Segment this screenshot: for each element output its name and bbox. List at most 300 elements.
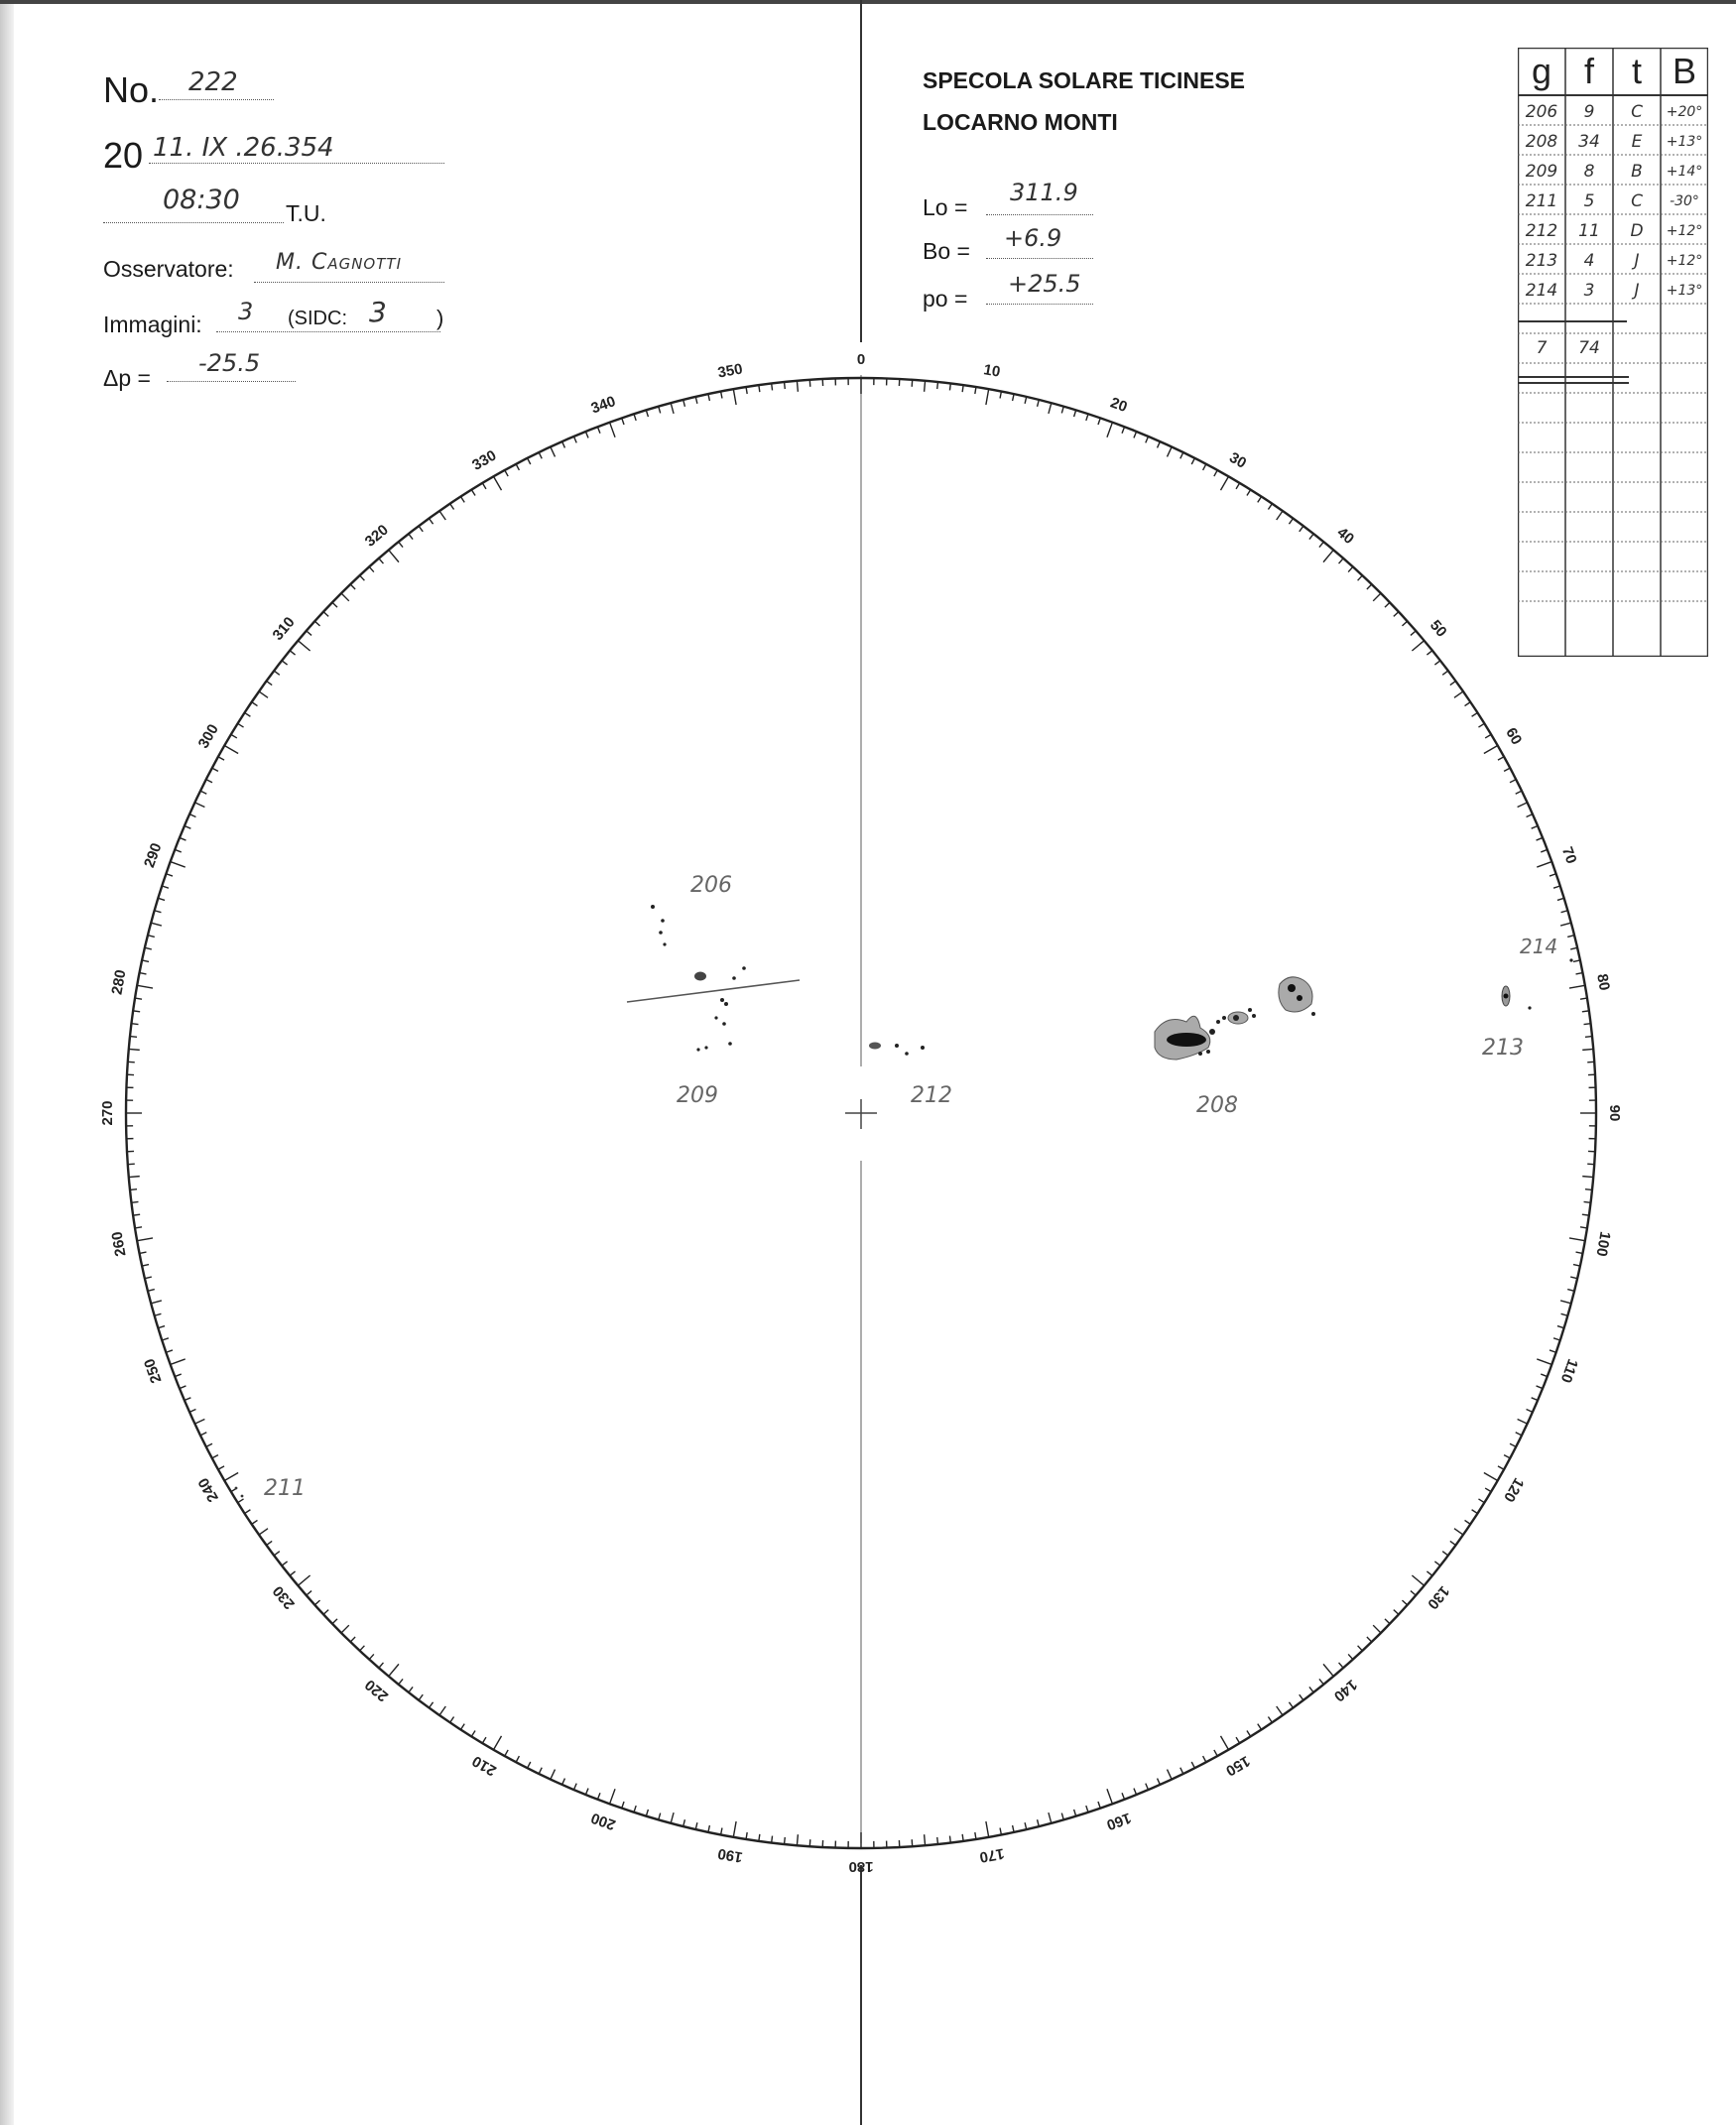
angle-tick <box>1569 985 1585 988</box>
angle-tick <box>200 1433 206 1436</box>
angle-tick <box>180 837 186 840</box>
angle-tick <box>1098 1802 1100 1809</box>
angle-tick <box>733 389 736 405</box>
angle-tick <box>200 791 206 794</box>
angle-tick <box>785 1837 786 1844</box>
angle-tick <box>1277 1706 1283 1715</box>
sunspot-dot <box>905 1052 909 1056</box>
angle-tick <box>1434 1562 1440 1565</box>
angle-tick <box>925 1834 926 1845</box>
sunspot-dot <box>724 1002 728 1006</box>
angle-tick <box>1358 575 1363 580</box>
sunspot-dot <box>1233 1015 1239 1021</box>
angle-tick <box>1450 681 1456 685</box>
angle-tick <box>1289 1702 1293 1708</box>
angle-tick <box>949 384 950 391</box>
angle-tick <box>224 746 238 754</box>
angle-label: 250 <box>141 1356 166 1386</box>
group-label-209: 209 <box>677 1083 718 1108</box>
angle-tick <box>1025 1822 1027 1829</box>
angle-tick <box>1394 612 1399 617</box>
sunspots-212 <box>869 1043 925 1056</box>
angle-tick <box>1537 862 1551 867</box>
sunspot-dot <box>728 1042 732 1046</box>
angle-tick <box>1516 1433 1522 1436</box>
angle-tick <box>505 470 508 476</box>
angle-tick <box>133 1011 140 1012</box>
angle-tick <box>962 1834 963 1841</box>
angle-tick <box>1221 476 1229 490</box>
angle-tick <box>1532 825 1538 828</box>
angle-tick <box>585 432 588 438</box>
angle-tick <box>429 1702 433 1708</box>
angle-tick <box>494 1736 502 1750</box>
angle-tick <box>1454 691 1463 697</box>
angle-tick <box>1570 1277 1577 1279</box>
angle-tick <box>142 960 149 961</box>
angle-tick <box>369 566 374 571</box>
angle-label: 120 <box>1500 1474 1528 1505</box>
angle-tick <box>1236 483 1240 489</box>
table-cell: 214 <box>1525 281 1558 301</box>
table-cell: 9 <box>1583 102 1595 122</box>
sunspot-dot <box>1206 1050 1210 1054</box>
table-cell: D <box>1630 221 1644 241</box>
angle-tick <box>1472 712 1478 716</box>
angle-tick <box>1214 470 1217 476</box>
angle-label: 330 <box>469 446 500 474</box>
angle-tick <box>772 1836 773 1843</box>
angle-tick <box>419 1694 423 1700</box>
sunspot-dot <box>732 976 736 980</box>
angle-tick <box>1498 757 1504 760</box>
angle-tick <box>1367 584 1372 589</box>
angle-tick <box>1442 671 1448 675</box>
angle-tick <box>1561 1313 1568 1315</box>
angle-tick <box>610 423 615 438</box>
angle-tick <box>1582 1214 1589 1215</box>
angle-tick <box>1289 519 1293 525</box>
angle-tick <box>1484 746 1498 754</box>
angle-tick <box>721 392 722 399</box>
angle-tick <box>471 1730 475 1736</box>
angle-tick <box>1582 1011 1589 1012</box>
angle-tick <box>158 1326 165 1328</box>
angle-tick <box>471 490 475 496</box>
angle-tick <box>389 550 399 562</box>
angle-tick <box>1498 1466 1504 1469</box>
angle-tick <box>1180 1768 1183 1774</box>
angle-tick <box>1411 631 1416 636</box>
table-header-g: g <box>1531 51 1552 91</box>
sunspot-penumbra <box>1279 977 1312 1012</box>
angle-tick <box>332 602 337 607</box>
angle-tick <box>1394 1610 1399 1615</box>
p0-value: +25.5 <box>1008 270 1081 298</box>
angle-tick <box>1134 432 1137 438</box>
angle-tick <box>290 651 295 655</box>
angle-tick <box>1560 1301 1571 1304</box>
table-cell: 209 <box>1525 162 1558 182</box>
angle-tick <box>206 780 212 783</box>
sunspot-dot <box>1528 1006 1531 1009</box>
angle-tick <box>1510 780 1516 783</box>
angle-label: 240 <box>194 1474 222 1505</box>
angle-tick <box>1553 886 1560 888</box>
angle-tick <box>290 1571 295 1575</box>
sunspot-dot <box>241 1495 244 1498</box>
images-value: 3 <box>238 298 254 325</box>
angle-tick <box>274 671 280 675</box>
angle-tick <box>1454 1529 1463 1535</box>
angle-label: 280 <box>108 968 130 996</box>
angle-tick <box>482 483 486 489</box>
angle-tick <box>1309 1687 1313 1692</box>
angle-tick <box>1049 403 1052 414</box>
angle-tick <box>274 1552 280 1556</box>
angle-tick <box>132 1201 139 1202</box>
angle-tick <box>597 427 600 434</box>
angle-tick <box>1426 651 1431 655</box>
angle-tick <box>1339 559 1344 563</box>
angle-tick <box>341 1625 349 1633</box>
angle-tick <box>1485 734 1491 738</box>
angle-label: 90 <box>1606 1104 1624 1122</box>
angle-tick <box>231 734 237 738</box>
angle-tick <box>646 410 648 417</box>
angle-tick <box>137 985 153 988</box>
angle-tick <box>1537 837 1543 840</box>
angle-tick <box>585 1789 588 1795</box>
angle-label: 100 <box>1592 1230 1614 1258</box>
angle-tick <box>1323 550 1333 562</box>
angle-tick <box>1385 1619 1390 1624</box>
angle-tick <box>175 849 182 852</box>
angle-tick <box>171 862 186 867</box>
angle-tick <box>194 803 204 808</box>
angle-tick <box>1485 1488 1491 1492</box>
angle-tick <box>1061 407 1063 414</box>
l0-label: Lo = <box>923 194 968 220</box>
angle-tick <box>166 874 173 876</box>
angle-tick <box>148 1290 155 1292</box>
angle-tick <box>759 385 760 392</box>
angle-tick <box>1247 1730 1251 1736</box>
angle-tick <box>1561 911 1568 913</box>
angle-tick <box>1537 1359 1551 1364</box>
year-prefix: 20 <box>103 135 144 176</box>
angle-tick <box>1472 1510 1478 1514</box>
angle-label: 160 <box>1104 1809 1134 1833</box>
angle-tick <box>1122 427 1125 434</box>
table-cell: E <box>1631 132 1643 152</box>
angle-tick <box>695 397 697 404</box>
angle-tick <box>1300 526 1303 532</box>
angle-tick <box>1567 936 1574 938</box>
angle-tick <box>129 1049 140 1050</box>
angle-tick <box>360 1646 365 1651</box>
angle-label: 300 <box>194 721 222 752</box>
images-label: Immagini: <box>103 312 202 337</box>
angle-tick <box>1582 1177 1593 1178</box>
table-header-b: B <box>1672 51 1696 91</box>
date-value: 11. IX .26.354 <box>153 133 334 163</box>
angle-tick <box>1086 1806 1088 1812</box>
angle-tick <box>597 1793 600 1800</box>
angle-tick <box>1025 397 1027 404</box>
angle-tick <box>145 947 152 949</box>
sunspot-dot <box>235 1487 238 1490</box>
angle-tick <box>194 1420 204 1425</box>
sunspot-dot <box>663 942 666 945</box>
angle-tick <box>1061 1813 1063 1820</box>
angle-tick <box>1573 960 1580 961</box>
observer-value: M. Cagnotti <box>276 250 402 275</box>
angle-tick <box>1442 1552 1448 1556</box>
angle-tick <box>245 712 251 716</box>
angle-tick <box>140 1252 147 1253</box>
angle-label: 200 <box>588 1809 618 1833</box>
angle-tick <box>1107 423 1112 438</box>
angle-tick <box>1582 1049 1593 1050</box>
angle-tick <box>155 1313 162 1315</box>
angle-tick <box>212 1455 218 1458</box>
table-header-f: f <box>1583 51 1594 91</box>
angle-tick <box>1268 504 1272 510</box>
angle-tick <box>1550 1350 1556 1352</box>
angle-tick <box>218 1466 224 1469</box>
angle-tick <box>252 702 258 706</box>
angle-tick <box>1168 1770 1173 1780</box>
table-total-cell: 74 <box>1578 338 1600 358</box>
angle-tick <box>1585 1037 1592 1038</box>
angle-tick <box>1098 418 1100 425</box>
angle-tick <box>1541 1374 1548 1377</box>
angle-tick <box>671 1812 674 1823</box>
observatory-name: SPECOLA SOLARE TICINESE <box>923 67 1246 93</box>
angle-tick <box>528 1762 531 1768</box>
angle-tick <box>185 1398 190 1401</box>
sunspot-dot <box>661 919 665 923</box>
sunspot-dot <box>742 966 746 970</box>
angle-tick <box>137 1238 153 1241</box>
angle-tick <box>1569 1238 1585 1241</box>
sunspots-208 <box>1155 977 1315 1060</box>
angle-tick <box>379 559 384 563</box>
angle-tick <box>622 418 624 425</box>
angle-tick <box>634 414 636 421</box>
angle-tick <box>1411 1591 1416 1596</box>
angle-label: 10 <box>982 361 1002 381</box>
angle-tick <box>267 1541 273 1545</box>
table-cell: C <box>1631 191 1643 211</box>
angle-tick <box>460 497 464 503</box>
angle-tick <box>708 394 709 401</box>
table-cell: +12° <box>1666 253 1703 269</box>
angle-tick <box>162 1338 169 1340</box>
angle-tick <box>1450 1541 1456 1545</box>
delta-p-value: -25.5 <box>198 349 261 377</box>
angle-tick <box>189 814 195 817</box>
angle-tick <box>130 1189 137 1190</box>
angle-tick <box>323 1610 328 1615</box>
angle-tick <box>1038 400 1040 407</box>
angle-tick <box>1484 1473 1498 1481</box>
angle-tick <box>573 437 576 442</box>
angle-tick <box>1504 1455 1510 1458</box>
sunspot-umbra <box>1167 1033 1206 1047</box>
group-label-208: 208 <box>1196 1093 1238 1118</box>
sunspot-dot <box>1569 958 1572 961</box>
angle-tick <box>267 681 273 685</box>
angle-tick <box>379 1663 384 1668</box>
angle-tick <box>439 511 445 520</box>
angle-label: 170 <box>978 1844 1006 1866</box>
table-cell: B <box>1631 162 1643 182</box>
angle-tick <box>151 1301 162 1304</box>
angle-tick <box>1258 1724 1262 1730</box>
table-cell: +20° <box>1666 104 1703 120</box>
angle-tick <box>1221 1736 1229 1750</box>
angle-tick <box>683 1819 685 1826</box>
angle-tick <box>1191 1762 1194 1768</box>
angle-tick <box>450 1717 454 1723</box>
angle-tick <box>1358 1646 1363 1651</box>
angle-tick <box>1560 923 1571 926</box>
sunspot-umbra <box>1504 994 1509 999</box>
angle-tick <box>1426 1571 1431 1575</box>
angle-tick <box>1158 1779 1161 1785</box>
angle-label: 50 <box>1426 616 1450 641</box>
sunspot-dot <box>1248 1008 1252 1012</box>
p0-label: po = <box>923 286 968 312</box>
angle-tick <box>516 1756 519 1762</box>
angle-tick <box>1541 849 1548 852</box>
angle-tick <box>1134 1789 1137 1795</box>
angle-tick <box>1465 702 1471 706</box>
angle-tick <box>130 1037 137 1038</box>
angle-tick <box>341 593 349 601</box>
angle-tick <box>1180 452 1183 458</box>
angle-label: 270 <box>98 1100 116 1126</box>
sunspot-dot <box>895 1044 899 1048</box>
table-cell: +13° <box>1666 283 1703 299</box>
angle-tick <box>1323 1664 1333 1676</box>
angle-tick <box>259 1529 268 1535</box>
sunspot-dot <box>1209 1029 1215 1035</box>
angle-tick <box>1309 534 1313 540</box>
angle-tick <box>429 519 433 525</box>
angle-tick <box>148 936 155 938</box>
angle-label: 130 <box>1424 1582 1453 1613</box>
angle-tick <box>925 381 926 392</box>
angle-tick <box>634 1806 636 1812</box>
sunspot-dot <box>714 1016 717 1019</box>
angle-tick <box>1516 791 1522 794</box>
angle-tick <box>206 1443 212 1446</box>
angle-tick <box>551 1770 556 1780</box>
angle-tick <box>1277 511 1283 520</box>
angle-tick <box>282 1562 288 1565</box>
angle-tick <box>1557 898 1564 900</box>
sunspot-dot <box>1216 1020 1220 1024</box>
angle-tick <box>683 400 685 407</box>
angle-tick <box>162 886 169 888</box>
sunspot-dot <box>1198 1052 1202 1056</box>
angle-tick <box>314 621 319 626</box>
angle-tick <box>1203 1756 1206 1762</box>
angle-tick <box>1504 768 1510 771</box>
angle-tick <box>212 768 218 771</box>
sunspot-dot <box>651 905 655 909</box>
table-cell: 5 <box>1583 191 1595 211</box>
angle-label: 40 <box>1333 524 1358 549</box>
angle-tick <box>1518 803 1528 808</box>
angle-label: 80 <box>1593 972 1613 992</box>
angle-tick <box>1107 1789 1112 1804</box>
sidc-value: 3 <box>369 296 387 328</box>
angle-tick <box>659 407 661 414</box>
angle-tick <box>562 1779 565 1785</box>
angle-tick <box>1319 1679 1323 1684</box>
angle-tick <box>1300 1694 1303 1700</box>
angle-tick <box>298 641 310 651</box>
angle-tick <box>166 1350 173 1352</box>
angle-tick <box>1074 410 1076 417</box>
angle-tick <box>450 504 454 510</box>
sunspot-dot <box>1252 1014 1256 1018</box>
angle-tick <box>238 723 244 727</box>
angle-label: 60 <box>1502 724 1526 748</box>
angle-tick <box>1000 392 1001 399</box>
sunspot-dot <box>869 1043 881 1050</box>
observer-label: Osservatore: <box>103 256 234 282</box>
angle-tick <box>1258 497 1262 503</box>
angle-tick <box>1122 1793 1125 1800</box>
angle-label: 140 <box>1330 1676 1361 1705</box>
angle-tick <box>1074 1810 1076 1816</box>
table-cell: 206 <box>1525 102 1558 122</box>
angle-tick <box>307 1591 311 1596</box>
angle-tick <box>133 1214 140 1215</box>
angle-tick <box>721 1828 722 1835</box>
delta-p-label: Δp = <box>103 365 151 391</box>
table-cell: 3 <box>1583 281 1595 301</box>
angle-tick <box>129 1177 140 1178</box>
angle-tick <box>1373 1625 1381 1633</box>
angle-tick <box>986 1821 989 1837</box>
angle-tick <box>142 1265 149 1266</box>
angle-tick <box>1550 874 1556 876</box>
angle-tick <box>185 825 190 828</box>
angle-tick <box>1527 814 1533 817</box>
angle-tick <box>245 1510 251 1514</box>
angle-label: 220 <box>361 1676 392 1705</box>
table-cell: J <box>1634 251 1640 271</box>
angle-tick <box>238 1499 244 1503</box>
sunspots-206-209 <box>651 905 746 1052</box>
angle-tick <box>369 1654 374 1659</box>
angle-tick <box>772 384 773 391</box>
angle-tick <box>350 1637 355 1642</box>
angle-tick <box>528 458 531 464</box>
table-cell: 8 <box>1583 162 1595 182</box>
angle-tick <box>1576 973 1583 974</box>
table-cell: +14° <box>1666 164 1703 180</box>
sunspots-213-214 <box>1502 958 1573 1009</box>
angle-tick <box>399 1679 403 1684</box>
angle-tick <box>1412 1575 1424 1585</box>
